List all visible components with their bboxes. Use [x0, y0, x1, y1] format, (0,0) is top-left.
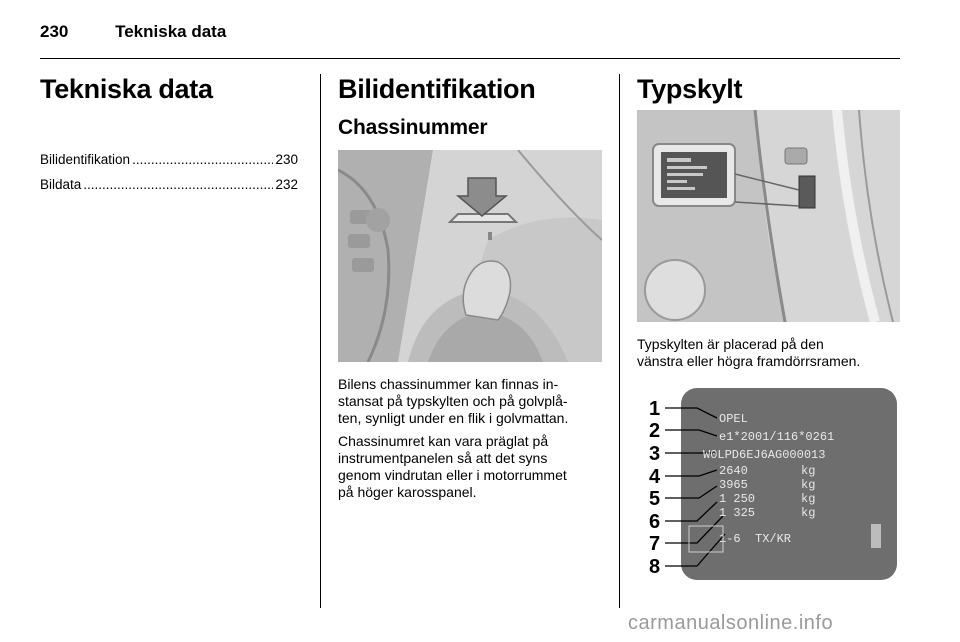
gear-lever-illustration: [338, 150, 602, 362]
callout-7: 7: [649, 533, 661, 555]
column-divider-right: [619, 74, 620, 608]
callout-1: 1: [649, 398, 661, 420]
door-frame-drawing: [637, 110, 900, 322]
plate-line-paint: TX/KR: [755, 532, 792, 546]
toc-entry-bildata[interactable]: [40, 177, 298, 192]
id-plate-drawing: [637, 382, 900, 594]
plate-unit-2: kg: [801, 478, 816, 492]
running-title: Tekniska data: [115, 22, 227, 41]
callout-4: 4: [649, 466, 661, 488]
toc-entry-label: Bildata: [40, 177, 82, 192]
column-divider-left: [320, 74, 321, 608]
chapter-title: Tekniska data: [40, 74, 213, 104]
plate-unit-3: kg: [801, 492, 816, 506]
toc-entry-page: 230: [275, 152, 298, 167]
toc-leader-dots: [132, 152, 273, 167]
typskylt-title: Typskylt: [637, 74, 743, 104]
callout-8: 8: [649, 556, 661, 578]
plate-line-engine: 1-6: [719, 532, 741, 546]
plate-line-weight-4: 1 325: [719, 506, 756, 520]
subsection-title: Chassinummer: [338, 116, 488, 139]
plate-unit-4: kg: [801, 506, 816, 520]
plate-line-weight-3: 1 250: [719, 492, 756, 506]
plate-line-approval: e1*2001/116*0261: [719, 430, 835, 444]
watermark-link[interactable]: carmanualsonline.info: [628, 612, 834, 634]
plate-line-vin: W0LPD6EJ6AG000013: [703, 448, 826, 462]
callout-5: 5: [649, 488, 661, 510]
callout-2: 2: [649, 420, 661, 442]
page-number: 230: [40, 22, 69, 41]
chassis-number-paragraph-1: Bilens chassinummer kan finnas in- stansat på typskylten och på golvplå- ten, synligt under en flik i golvmattan.: [338, 376, 569, 426]
callout-3: 3: [649, 443, 661, 465]
toc-leader-dots: [83, 177, 273, 192]
id-plate-illustration: [637, 382, 900, 594]
plate-line-make: OPEL: [719, 412, 748, 426]
door-frame-illustration: [637, 110, 900, 322]
running-header: [40, 22, 226, 42]
callout-6: 6: [649, 511, 661, 533]
header-rule: [40, 58, 900, 59]
plate-line-weight-2: 3965: [719, 478, 748, 492]
toc-entry-page: 232: [275, 177, 298, 192]
plate-line-weight-1: 2640: [719, 464, 748, 478]
plate-unit-1: kg: [801, 464, 816, 478]
section-title: Bilidentifikation: [338, 74, 536, 104]
toc-entry-label: Bilidentifikation: [40, 152, 131, 167]
chassis-number-paragraph-2: Chassinumret kan vara präglat på instrumentpanelen så att det syns genom vindrutan eller i motorrummet på höger karosspanel.: [338, 433, 567, 500]
gear-lever-drawing: [338, 150, 602, 362]
toc-entry-bilidentifikation[interactable]: [40, 152, 298, 167]
typskylt-location-paragraph: Typskylten är placerad på den vänstra eller högra framdörrsramen.: [637, 336, 861, 369]
